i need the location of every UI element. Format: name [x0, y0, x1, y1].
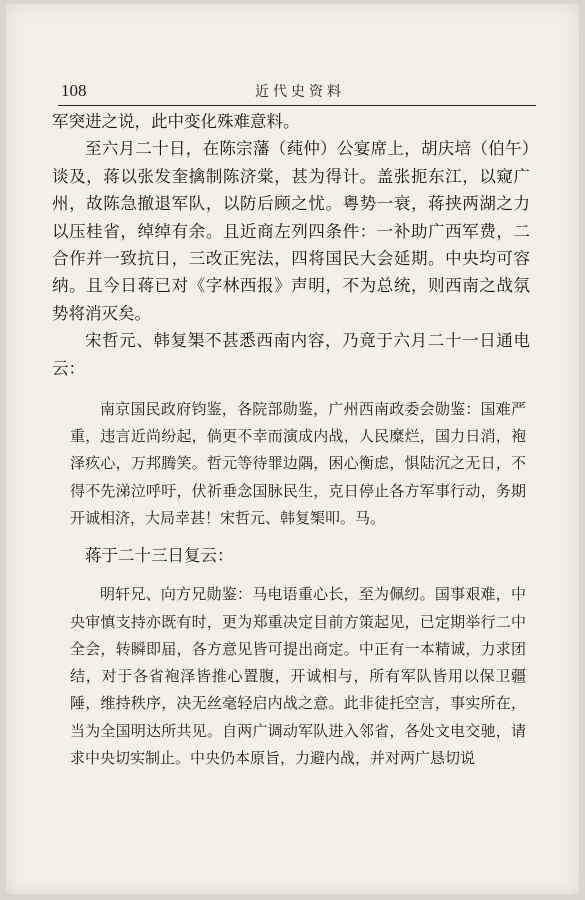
- paragraph-reply-intro: 蒋于二十三日复云：: [85, 546, 234, 566]
- page-number: 108: [61, 81, 87, 100]
- spacer: [52, 382, 530, 396]
- quoted-telegram-song-han: 南京国民政府钧鉴，各院部勋鉴，广州西南政委会勋鉴：国难严重，违言近尚纷起，倘更不幸而演成内战，人民糜烂，国力日消，袍泽疚心，万邦腾笑。哲元等待罪边隅，困心衡虑，惧陆沉之无日，不得不先涕泣呼吁，伏祈垂念国脉民生，克日停止各方军事行动，务期开诚相济，大局幸甚！宋哲元、韩复榘叩。马。: [70, 400, 526, 527]
- running-title: 近代史资料: [255, 84, 345, 100]
- paragraph-banquet: 至六月二十日，在陈宗藩（莼仲）公宴席上，胡庆培（伯午）谈及，蒋以张发奎擒制陈济棠，甚为得计。盖张扼东江，以窥广州，故陈急撤退军队，以防后顾之忧。粤势一衰，蒋挟两湖之力以压桂省，绰绰有余。且近商左列四条件：一补助广西军费，二合作并一致抗日，三改正宪法，四将国民大会延期。中央均可容纳。且今日蒋已对《字林西报》声明，不为总统，则西南之战氛势将消灭矣。: [52, 139, 530, 323]
- spacer: [52, 532, 530, 542]
- paragraph-telegram-intro: 宋哲元、韩复榘不甚悉西南内容，乃竟于六月二十一日通电云：: [52, 331, 530, 378]
- paragraph-continued: 军突进之说，此中变化殊难意料。: [52, 112, 300, 131]
- header-rule: [58, 105, 536, 106]
- quoted-telegram-chiang-reply: 明轩兄、向方兄勋鉴：马电语重心长，至为佩纫。国事艰难，中央审慎支持亦既有时，更为郑重决定目前方策起见，已定期举行二中全会，转瞬即届，各方意见皆可提出商定。中正有一本精诚，力求团结，对于各省袍泽皆推心置腹，开诚相与，所有军队皆用以保卫疆陲，维持秩序，决无丝毫轻启内战之意。此非徒托空言，事实所在，当为全国明达所共见。自两广调动军队进入邻省，各处文电交驰，请求中央切实制止。中央仍本原旨，力避内战，并对两广恳切说: [70, 585, 526, 767]
- page-header: [61, 81, 539, 103]
- page-body: [52, 108, 530, 772]
- spacer: [52, 569, 530, 581]
